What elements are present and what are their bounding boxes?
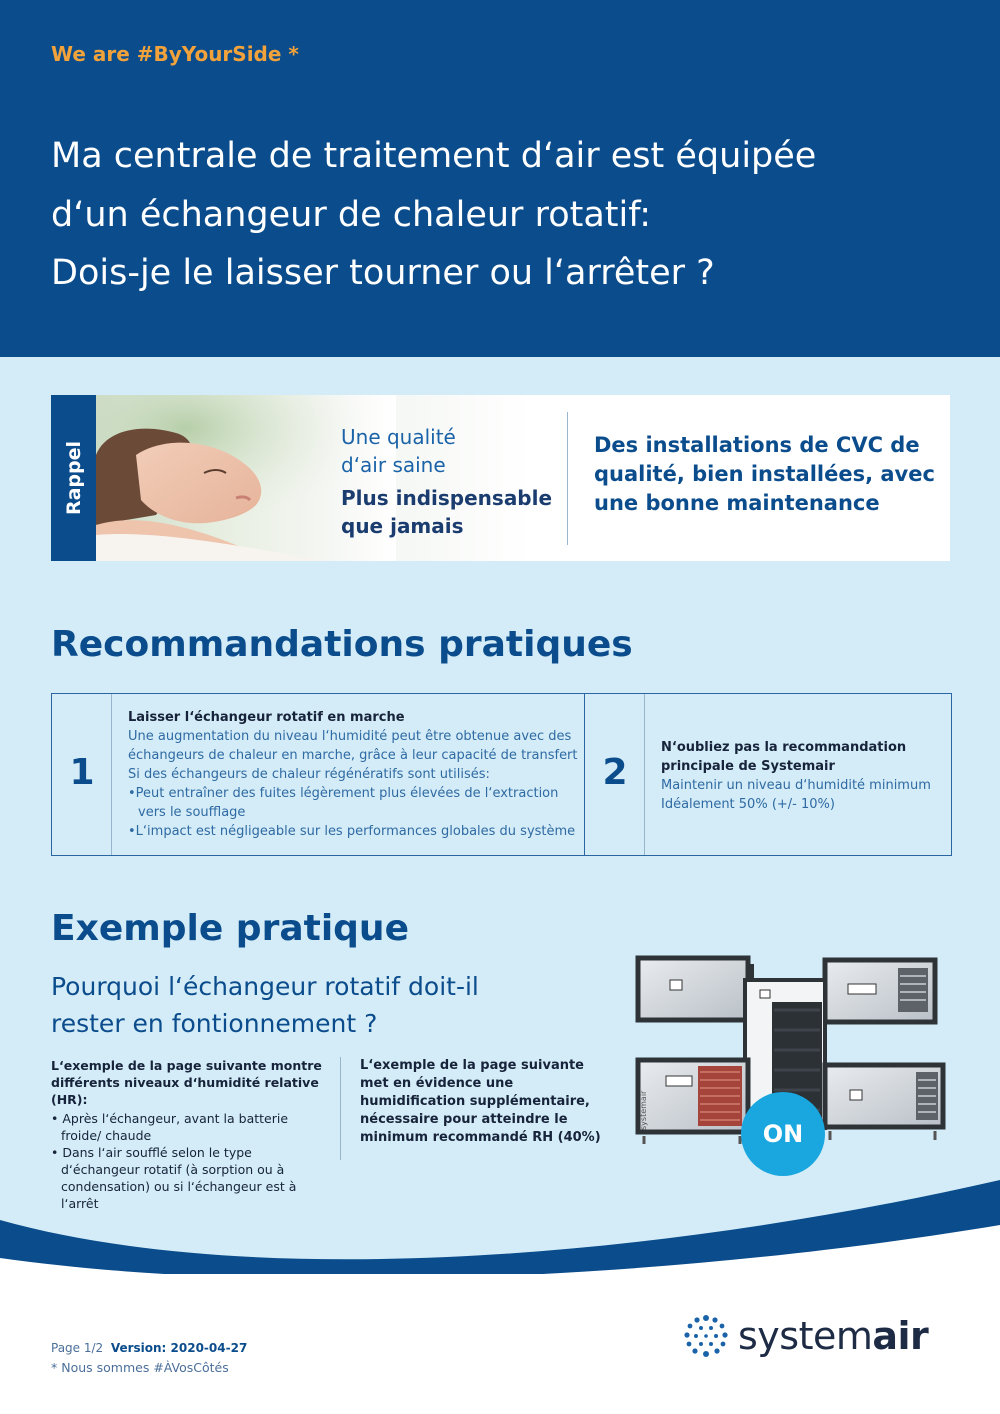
example-subtitle-line-1: Pourquoi l‘échangeur rotatif doit-il (51, 972, 479, 1001)
recommendation-2-line-2: Idéalement 50% (+/- 10%) (661, 797, 835, 812)
logo-text-regular: system (738, 1314, 873, 1358)
systemair-logo-text (738, 1314, 928, 1358)
recommendation-1-number-cell (52, 694, 112, 855)
example-column-1-bullet-1: • Après l‘échangeur, avant la batterie froide/ chaude (51, 1111, 289, 1143)
rappel-label: Rappel (62, 440, 85, 516)
recommendation-1-bullet-2: •L‘impact est négligeable sur les performances globales du système (128, 824, 576, 839)
recommendation-2-title-line-1: N‘oubliez pas la recommandation (661, 740, 907, 755)
recommendation-1-number: 1 (69, 752, 95, 793)
tagline: We are #ByYourSide * (51, 42, 299, 66)
example-heading: Exemple pratique (51, 908, 409, 949)
rappel-banner (51, 395, 950, 561)
page-number: Page 1/2 (51, 1341, 104, 1355)
example-column-1 (51, 1057, 326, 1212)
recommendation-1-line-2: échangeurs de chaleur en marche, grâce à leur capacité de transfert (128, 748, 578, 763)
footer-note: * Nous sommes #ÀVosCôtés (51, 1360, 229, 1375)
quality-line-1: Une qualité (341, 425, 456, 449)
example-column-1-bullet-2: • Dans l‘air soufflé selon le type d‘échangeur rotatif (à sorption ou à condensation) ou si l‘échangeur est à l‘arrêt (51, 1145, 297, 1211)
banner-divider (567, 412, 568, 545)
unit-brand-label: systemair (639, 1090, 648, 1130)
recommendation-1-title: Laisser l‘échangeur rotatif en marche (128, 710, 405, 725)
page-title-line-3: Dois-je le laisser tourner ou l‘arrêter ? (51, 253, 715, 293)
example-column-1-list (51, 1110, 326, 1212)
recommendation-1-bullet-1: •Peut entraîner des fuites légèrement plus élevées de l‘extraction vers le soufflage (128, 786, 559, 820)
example-column-2: L‘exemple de la page suivante met en évidence une humidification supplémentaire, nécessaire pour atteindre le minimum recommandé RH (40%) (360, 1058, 601, 1145)
example-subtitle-line-2: rester en fontionnement ? (51, 1009, 378, 1038)
logo-text-bold: air (872, 1314, 929, 1358)
header-band (0, 0, 1000, 357)
recommendation-2-title-line-2: principale de Systemair (661, 759, 835, 774)
page-info (51, 1341, 247, 1355)
recommendation-2-content (661, 738, 941, 814)
installations-line-2: qualité, bien installées, avec (594, 462, 935, 486)
page-title-line-2: d‘un échangeur de chaleur rotatif: (51, 195, 652, 235)
recommendation-2-number: 2 (602, 752, 628, 793)
recommendations-heading: Recommandations pratiques (51, 624, 633, 665)
recommendation-2-number-cell (585, 694, 645, 855)
example-column-1-intro: L‘exemple de la page suivante montre différents niveaux d‘humidité relative (HR): (51, 1058, 322, 1107)
recommendation-1-line-3: Si des échangeurs de chaleur régénératifs sont utilisés: (128, 767, 490, 782)
example-column-divider (340, 1057, 341, 1160)
quality-line-2: d‘air saine (341, 453, 446, 477)
rappel-tab (51, 395, 96, 561)
example-subtitle (51, 968, 479, 1042)
recommendation-2-line-1: Maintenir un niveau d‘humidité minimum (661, 778, 931, 793)
quality-text (341, 423, 456, 479)
recommendation-1-content (128, 708, 578, 841)
recommendations-table (51, 693, 952, 856)
on-badge: ON (741, 1092, 825, 1176)
emphasis-line-2: que jamais (341, 514, 464, 538)
recommendation-1-line-1: Une augmentation du niveau l‘humidité peut être obtenue avec des (128, 729, 572, 744)
installations-line-1: Des installations de CVC de (594, 433, 920, 457)
emphasis-text (341, 484, 552, 540)
installations-text (594, 431, 935, 518)
page-title-line-1: Ma centrale de traitement d‘air est équipée (51, 136, 817, 176)
emphasis-line-1: Plus indispensable (341, 486, 553, 510)
version-label: Version: 2020-04-27 (110, 1341, 248, 1355)
installations-line-3: une bonne maintenance (594, 491, 880, 515)
